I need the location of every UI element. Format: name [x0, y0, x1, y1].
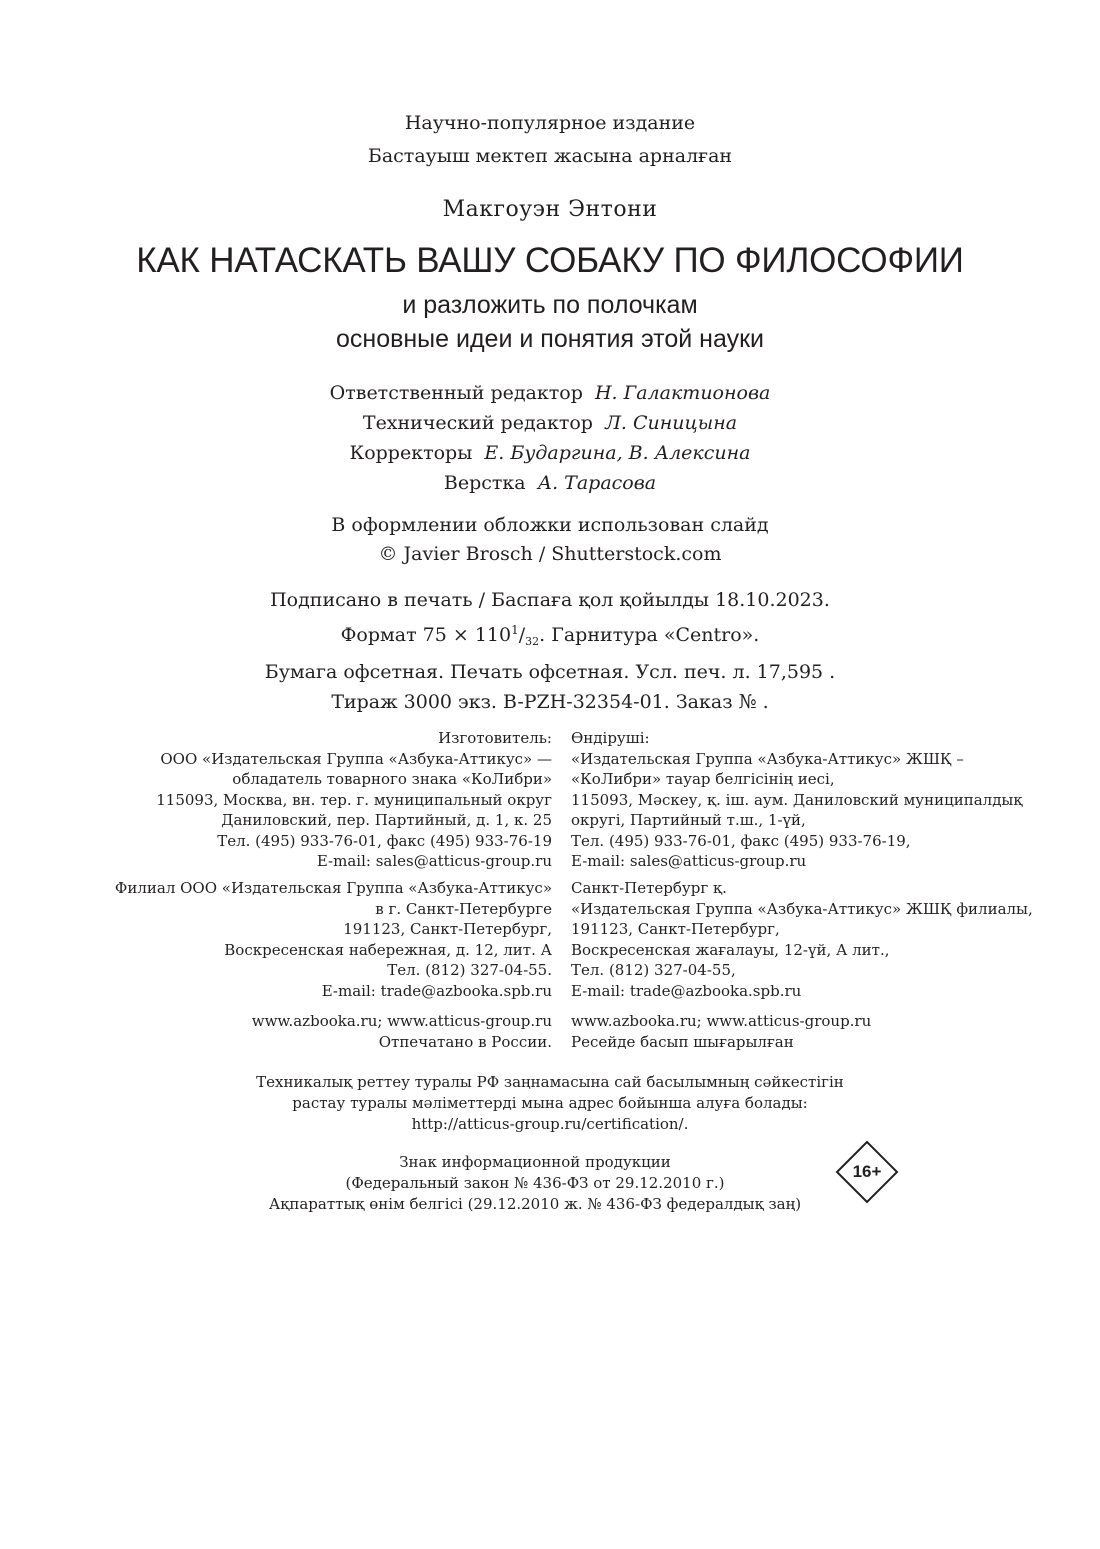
credit-name: Л. Синицына — [605, 412, 738, 434]
book-title: КАК НАТАСКАТЬ ВАШУ СОБАКУ ПО ФИЛОСОФИИ — [136, 241, 964, 280]
branch-kz-line: Воскресенская жағалауы, 12-үй, А лит., — [571, 940, 890, 959]
branch-kz-line: Тел. (812) 327-04-55, — [571, 961, 736, 979]
branch-ru-line: Филиал ООО «Издательская Группа «Азбука-Аттикус» — [114, 879, 552, 897]
branch-ru-email: E-mail: trade@azbooka.spb.ru — [321, 981, 552, 1000]
branch-ru-line: 191123, Санкт-Петербург, — [343, 920, 552, 938]
print-signed: Подписано в печать / Баспаға қол қойылды 18.10.2023. — [270, 589, 830, 611]
footer-kz-websites: www.azbooka.ru; www.atticus-group.ru — [571, 1012, 872, 1030]
age-rating-label: 16+ — [852, 1162, 882, 1181]
book-subtitle — [0, 288, 1100, 356]
credit-role: Ответственный редактор — [329, 382, 583, 404]
certification-line: растау туралы мәліметтерді мына адрес бойынша алуға болады: — [292, 1094, 808, 1112]
credit-editor — [0, 378, 1100, 408]
credit-layout — [0, 468, 1100, 498]
manufacturer-kz-line: Өндіруші: — [571, 729, 650, 747]
genre-kz: Бастауыш мектеп жасына арналған — [367, 145, 733, 167]
cover-credit-line-1: В оформлении обложки использован слайд — [331, 514, 769, 536]
manufacturer-ru-line: Тел. (495) 933-76-01, факс (495) 933-76-19 — [217, 831, 552, 850]
subtitle-line-2: основные идеи и понятия этой науки — [335, 325, 764, 353]
footer-ru-printed: Отпечатано в России. — [378, 1032, 552, 1051]
credit-name: А. Тарасова — [537, 472, 657, 494]
footer-ru — [252, 1011, 552, 1052]
manufacturer-ru-line: ООО «Издательская Группа «Азбука-Аттикус» — — [160, 749, 552, 768]
certification-url: http://atticus-group.ru/certification/. — [411, 1115, 689, 1133]
branch-ru-line: в г. Санкт-Петербурге — [375, 899, 552, 918]
cover-credit-line-2: © Javier Brosch / Shutterstock.com — [378, 543, 722, 565]
info-mark-line: Ақпараттық өнім белгісі (29.12.2010 ж. № 436-ФЗ федералдық заң) — [268, 1195, 802, 1213]
info-mark-line: Знак информационной продукции — [399, 1153, 671, 1171]
credit-proofreaders — [0, 438, 1100, 468]
manufacturer-kz-line: «Издательская Группа «Азбука-Аттикус» ЖШҚ – — [571, 749, 964, 768]
manufacturer-ru — [156, 728, 552, 872]
author-name: Макгоуэн Энтони — [442, 197, 658, 222]
print-paper: Бумага офсетная. Печать офсетная. Усл. печ. л. 17,595 . — [264, 661, 836, 683]
manufacturer-ru-line: обладатель товарного знака «КоЛибри» — [232, 770, 552, 788]
certification-note — [0, 1072, 1100, 1135]
info-product-mark — [0, 1152, 1070, 1215]
manufacturer-ru-line: Даниловский, пер. Партийный, д. 1, к. 25 — [221, 811, 552, 829]
subtitle-line-1: и разложить по полочкам — [402, 291, 698, 319]
certification-line: Техникалық реттеу туралы РФ заңнамасына сай басылымның сәйкестігін — [256, 1073, 844, 1091]
footer-kz-printed: Ресейде басып шығарылған — [571, 1032, 794, 1051]
branch-kz — [571, 878, 1033, 1001]
format-suffix: . Гарнитура «Centro». — [539, 624, 760, 646]
branch-ru-line: Воскресенская набережная, д. 12, лит. А — [224, 940, 552, 959]
print-run: Тираж 3000 экз. B-PZH-32354-01. Заказ № . — [331, 691, 769, 713]
manufacturer-kz — [571, 728, 1022, 872]
credit-name: Е. Бударгина, В. Алексина — [484, 442, 751, 464]
format-numerator: 1 — [511, 623, 519, 637]
branch-kz-line: 191123, Санкт-Петербург, — [571, 920, 780, 938]
print-details — [0, 585, 1100, 717]
credit-name: Н. Галактионова — [594, 382, 771, 404]
credits-block — [0, 378, 1100, 498]
branch-kz-line: Санкт-Петербург қ. — [571, 879, 727, 897]
footer-kz — [571, 1011, 871, 1052]
credit-role: Корректоры — [349, 442, 473, 464]
manufacturer-ru-line: Изготовитель: — [438, 729, 552, 747]
branch-kz-email: E-mail: trade@azbooka.spb.ru — [571, 981, 802, 1000]
manufacturer-kz-line: 115093, Мәскеу, қ. іш. аум. Даниловский муниципалдық — [571, 790, 1023, 809]
footer-ru-websites: www.azbooka.ru; www.atticus-group.ru — [251, 1012, 552, 1030]
format-prefix: Формат 75 × 110 — [340, 624, 512, 646]
manufacturer-kz-line: «КоЛибри» тауар белгісінің иесі, — [571, 770, 835, 788]
branch-kz-line: «Издательская Группа «Азбука-Аттикус» ЖШҚ филиалы, — [571, 899, 1033, 918]
branch-ru — [115, 878, 552, 1001]
credit-role: Верстка — [443, 472, 526, 494]
genre-ru: Научно-популярное издание — [404, 112, 696, 134]
branch-ru-line: Тел. (812) 327-04-55. — [387, 961, 552, 979]
info-mark-line: (Федеральный закон № 436-ФЗ от 29.12.2010 г.) — [345, 1174, 725, 1192]
print-format — [0, 615, 1100, 657]
format-slash: / — [518, 624, 526, 646]
credit-tech-editor — [0, 408, 1100, 438]
manufacturer-kz-line: округі, Партийный т.ш., 1-үй, — [571, 811, 806, 829]
genre-block — [0, 107, 1100, 173]
manufacturer-kz-email: E-mail: sales@atticus-group.ru — [571, 852, 807, 870]
manufacturer-kz-line: Тел. (495) 933-76-01, факс (495) 933-76-19, — [571, 831, 911, 850]
manufacturer-ru-email: E-mail: sales@atticus-group.ru — [316, 852, 552, 870]
cover-credit — [0, 511, 1100, 569]
manufacturer-ru-line: 115093, Москва, вн. тер. г. муниципальный округ — [156, 790, 552, 809]
credit-role: Технический редактор — [362, 412, 593, 434]
format-denominator: 32 — [525, 635, 540, 648]
